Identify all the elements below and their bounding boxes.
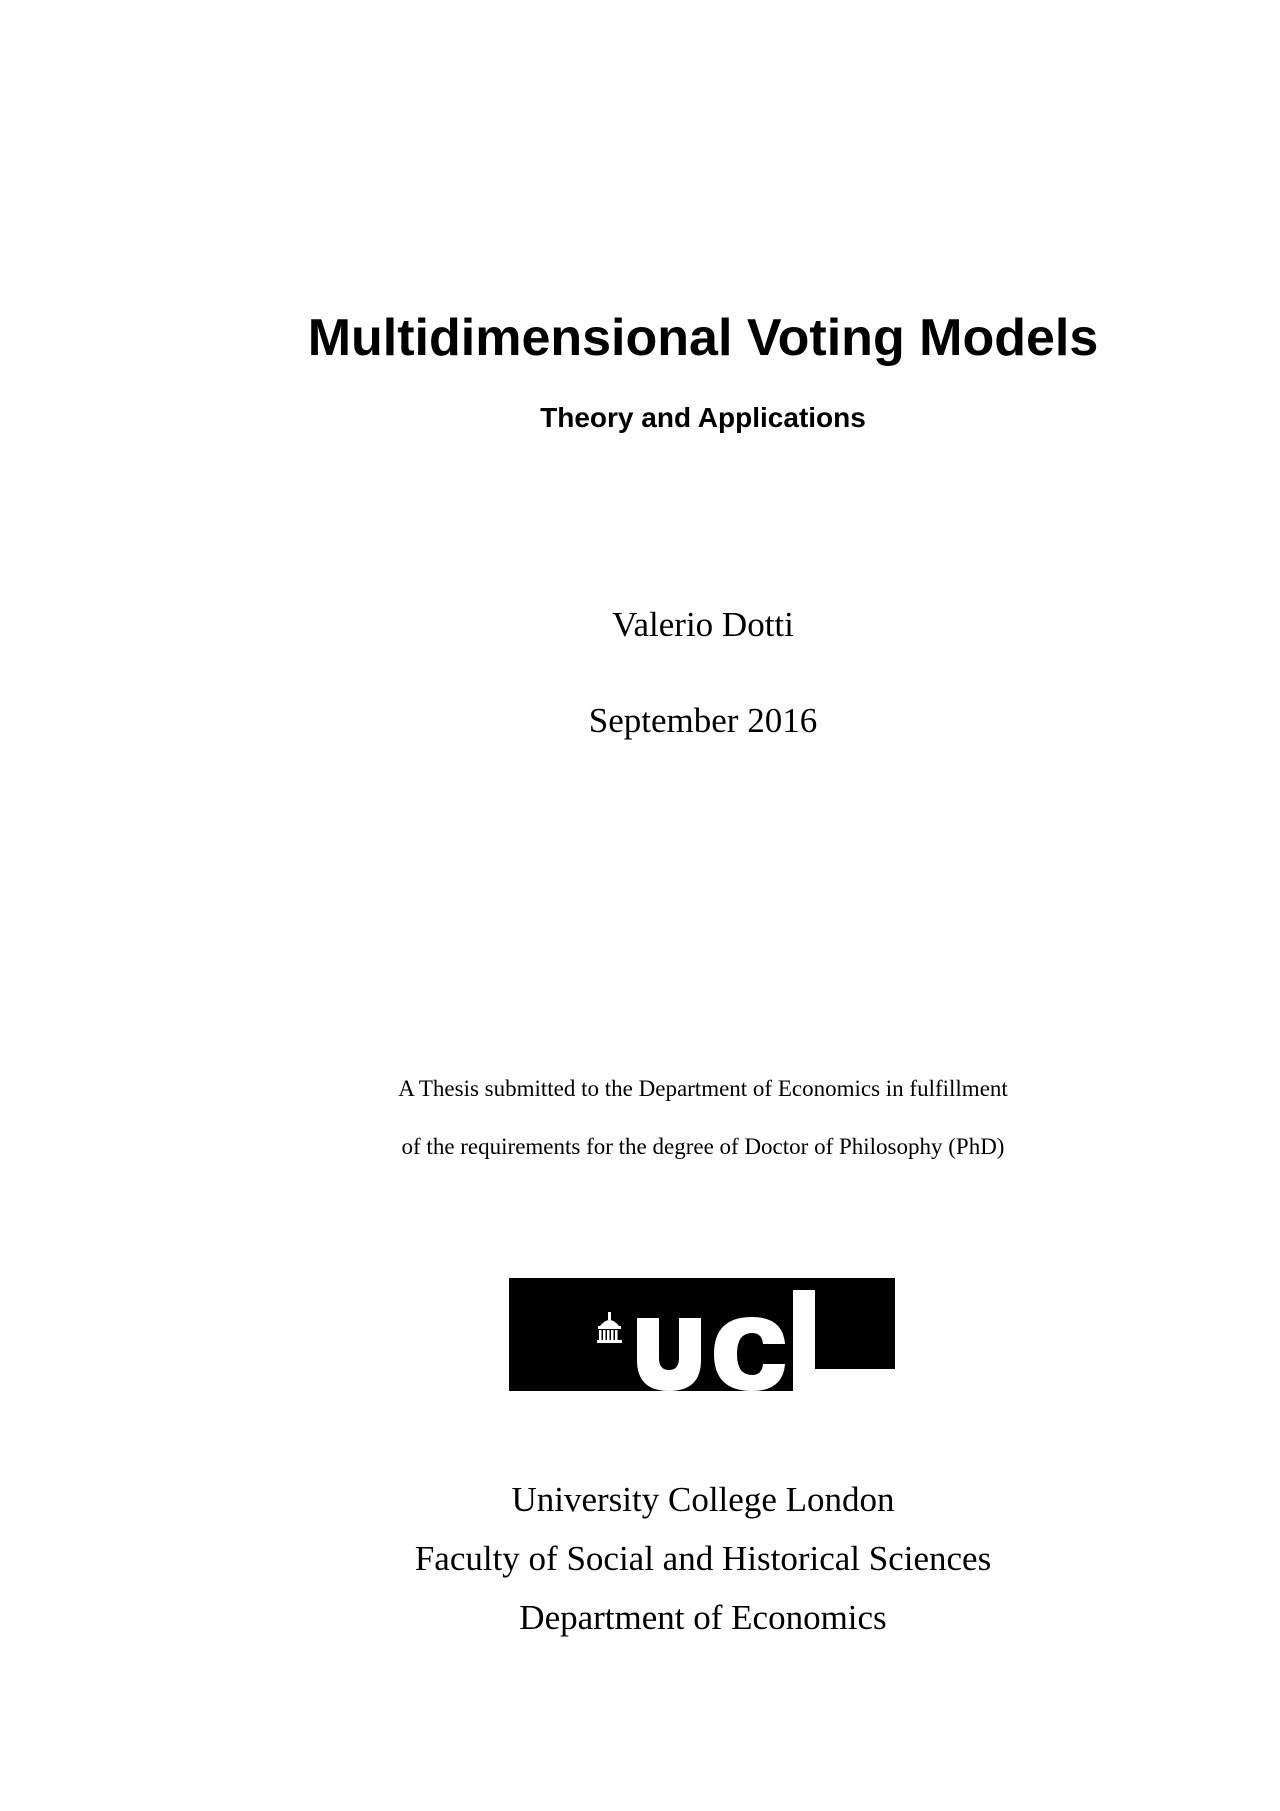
thesis-title: Multidimensional Voting Models xyxy=(307,309,1099,367)
department-name: Department of Economics xyxy=(519,1598,887,1637)
submission-statement-line-2: of the requirements for the degree of Doctor of Philosophy (PhD) xyxy=(401,1134,1005,1159)
ucl-logo-graphic xyxy=(509,1278,895,1391)
ucl-logo xyxy=(509,1278,895,1391)
faculty-name: Faculty of Social and Historical Sciences xyxy=(414,1539,992,1578)
submission-date: September 2016 xyxy=(588,701,818,740)
institution-name: University College London xyxy=(511,1480,895,1519)
author-name: Valerio Dotti xyxy=(612,605,794,644)
submission-statement-line-1: A Thesis submitted to the Department of Economics in fulfillment xyxy=(398,1076,1008,1101)
thesis-subtitle: Theory and Applications xyxy=(540,402,866,433)
